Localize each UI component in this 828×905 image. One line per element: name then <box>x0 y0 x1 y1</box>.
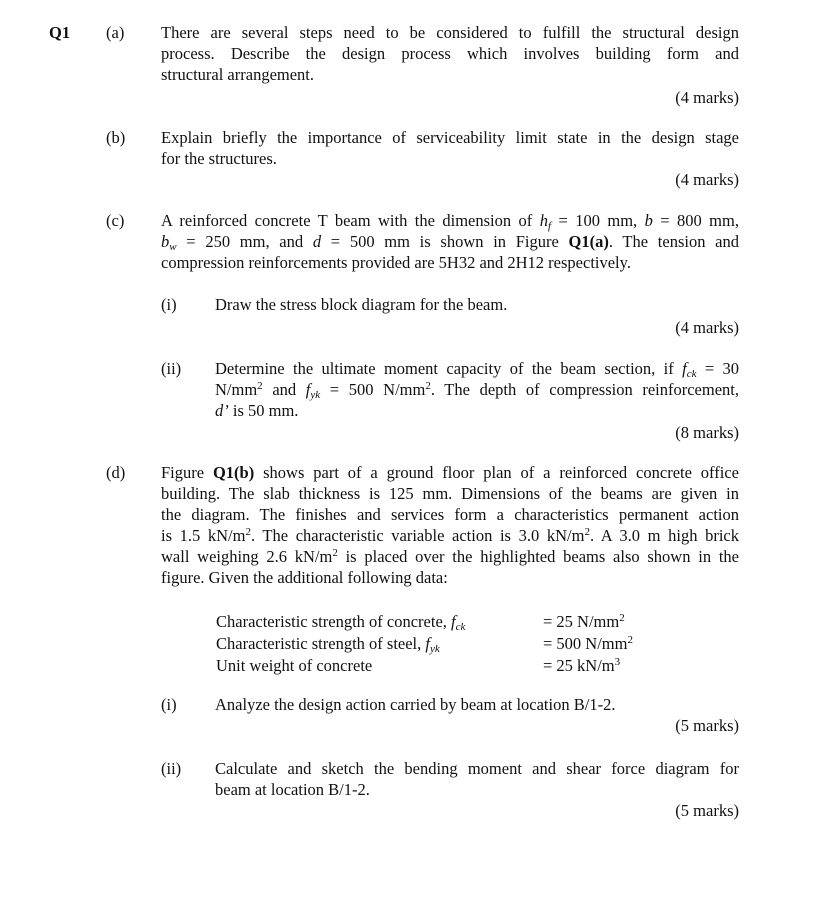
part-d-i-text: Analyze the design action carried by beam at location B/1-2. <box>215 695 616 714</box>
figure-ref-q1a: Q1(a) <box>568 232 609 251</box>
part-a-marks: (4 marks) <box>675 88 739 107</box>
material-data-table <box>216 611 656 677</box>
part-a-text <box>161 22 739 85</box>
part-b-marks: (4 marks) <box>675 170 739 189</box>
part-d-text <box>161 462 739 588</box>
part-d-ii-label: (ii) <box>161 759 182 778</box>
part-d-i-label: (i) <box>161 695 177 714</box>
part-d-line-4: is 1.5 $kN/m^2$. The characteristic variable action is 3.0 $kN/m^2$. A 3.0 m high brick <box>161 526 739 545</box>
part-c-ii-line-2: $N/mm^2$ and $f_{yk} = 500$ $N/mm^2$. The depth of compression reinforcement, <box>215 380 739 401</box>
data-label: Characteristic strength of concrete, $f_{ck}$ <box>216 612 466 633</box>
figure-ref-q1b: Q1(b) <box>212 463 255 482</box>
part-c-line-2: $b_w = 250$ mm, and d = 500 mm is shown in Figure Q1(a). The tension and <box>161 232 739 253</box>
part-c-ii-line-3: d’ is 50 mm. <box>215 401 299 420</box>
part-d-line-1: Figure Q1(b) shows part of a ground floor plan of a reinforced concrete office <box>161 463 739 482</box>
part-c-ii-text <box>215 358 739 421</box>
part-c-line-1: A reinforced concrete T beam with the dimension of $h_f = 100$ mm, b = 800 mm, <box>161 211 739 232</box>
part-b-text <box>161 127 739 169</box>
data-label: Unit weight of concrete <box>216 656 373 675</box>
data-row <box>216 611 656 633</box>
part-d-ii-line-2: beam at location B/1-2. <box>215 780 370 799</box>
part-c-i-marks: (4 marks) <box>675 318 739 337</box>
part-c-ii-label: (ii) <box>161 359 182 378</box>
part-a-line: There are several steps need to be considered to fulfill the structural design <box>161 23 739 42</box>
part-b-label: (b) <box>106 128 126 147</box>
part-c-text <box>161 210 739 273</box>
part-b-line: Explain briefly the importance of serviceability limit state in the design stage <box>161 128 739 147</box>
data-value: = 500 $N/mm^2$ <box>543 634 633 653</box>
part-d-line-5: wall weighing 2.6 $kN/m^2$ is placed over the highlighted beams also shown in the <box>161 547 739 566</box>
question-number: Q1 <box>49 23 71 42</box>
part-d-label: (d) <box>106 463 126 482</box>
part-a-line: structural arrangement. <box>161 65 315 84</box>
part-d-ii-marks: (5 marks) <box>675 801 739 820</box>
data-row <box>216 655 656 677</box>
part-d-line-3: the diagram. The finishes and services form a characteristics permanent action <box>161 505 739 524</box>
part-d-ii-line-1: Calculate and sketch the bending moment and shear force diagram for <box>215 759 739 778</box>
data-label: Characteristic strength of steel, $f_{yk}$ <box>216 634 440 655</box>
part-b-line: for the structures. <box>161 149 277 168</box>
part-c-i-label: (i) <box>161 295 177 314</box>
part-c-ii-marks: (8 marks) <box>675 423 739 442</box>
part-c-ii-line-1: Determine the ultimate moment capacity of the beam section, if $f_{ck} = 30$ <box>215 359 739 380</box>
part-d-line-2: building. The slab thickness is 125 mm. Dimensions of the beams are given in <box>161 484 739 503</box>
part-d-i-marks: (5 marks) <box>675 716 739 735</box>
part-d-line-6: figure. Given the additional following data: <box>161 568 448 587</box>
part-d-ii-text <box>215 758 739 800</box>
part-a-label: (a) <box>106 23 125 42</box>
data-row <box>216 633 656 655</box>
part-c-i-text: Draw the stress block diagram for the beam. <box>215 295 508 314</box>
data-value: = 25 $N/mm^2$ <box>543 612 625 631</box>
part-a-line: process. Describe the design process which involves building form and <box>161 44 739 63</box>
data-value: = 25 $kN/m^3$ <box>543 656 621 675</box>
part-c-label: (c) <box>106 211 125 230</box>
part-c-line-3: compression reinforcements provided are 5H32 and 2H12 respectively. <box>161 253 631 272</box>
